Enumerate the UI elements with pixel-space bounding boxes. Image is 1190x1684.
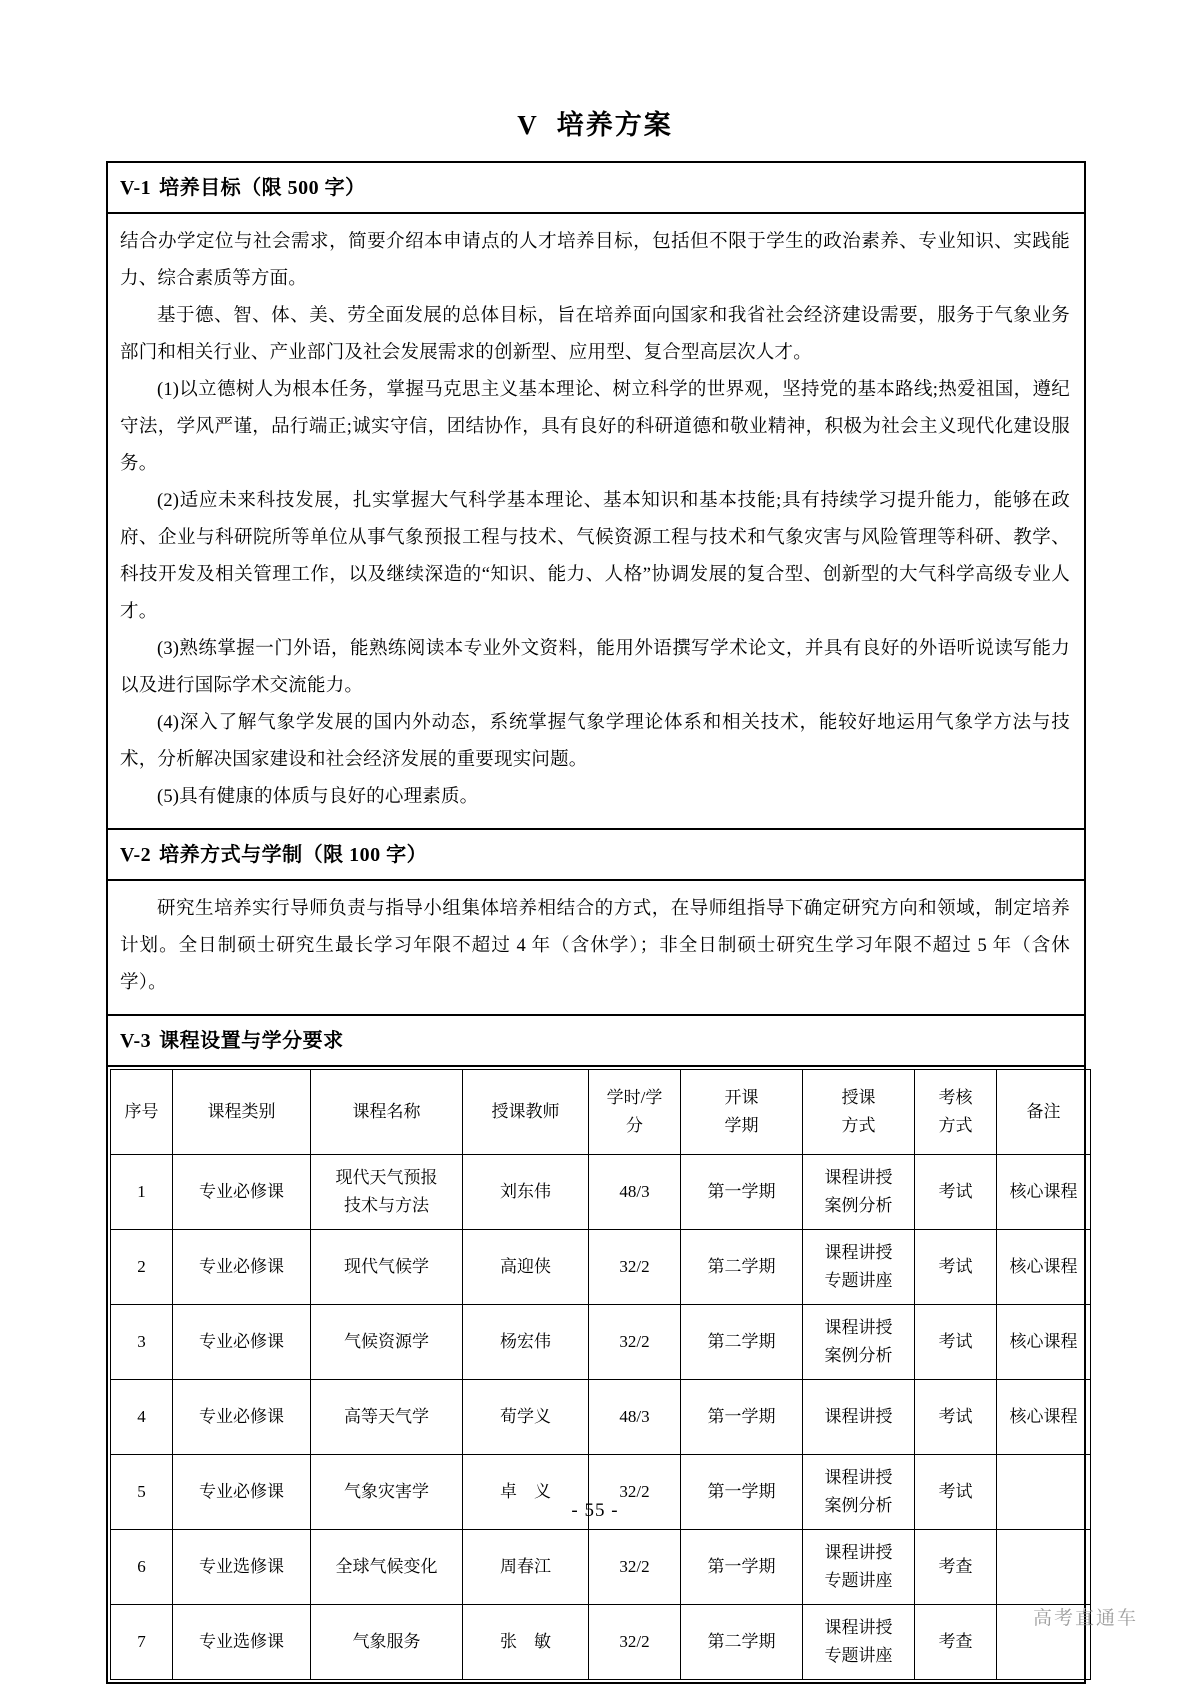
cell-category: 专业必修课 — [173, 1155, 311, 1230]
cell-exam: 考试 — [915, 1455, 997, 1530]
course-table-body — [111, 1155, 1091, 1680]
cell-exam: 考试 — [915, 1230, 997, 1305]
course-table-header-row — [111, 1070, 1091, 1155]
cell-remark: 核心课程 — [997, 1230, 1091, 1305]
cell-idx: 2 — [111, 1230, 173, 1305]
course-table-header-exam — [915, 1070, 997, 1155]
course-table — [110, 1069, 1091, 1680]
cell-idx: 7 — [111, 1605, 173, 1680]
cell-name — [311, 1380, 463, 1455]
cell-exam: 考查 — [915, 1530, 997, 1605]
cell-line: 课程讲授 — [824, 1168, 893, 1187]
section-v3-tag: V-3 — [120, 1030, 152, 1052]
course-table-header-method — [803, 1070, 915, 1155]
page-title-text: 培养方案 — [556, 110, 673, 140]
cell-line: 课程讲授 — [824, 1407, 893, 1426]
cell-teacher: 张 敏 — [463, 1605, 589, 1680]
paragraph: (2)适应未来科技发展，扎实掌握大气科学基本理论、基本知识和基本技能;具有持续学习提升能力，能够在政府、企业与科研院所等单位从事气象预报工程与技术、气候资源工程与技术和气象灾害与风险管理等科研、教学、科技开发及相关管理工作，以及继续深造的“知识、能力、人格”协调发展的复合型、创新型的大气科学高级专业人才。 — [120, 491, 1070, 622]
cell-method — [803, 1605, 915, 1680]
section-v3-title: 课程设置与学分要求 — [159, 1030, 344, 1052]
paragraph: (1)以立德树人为根本任务，掌握马克思主义基本理论、树立科学的世界观，坚持党的基本路线;热爱祖国，遵纪守法，学风严谨，品行端正;诚实守信，团结协作，具有良好的科研道德和敬业精神，积极为社会主义现代化建设服务。 — [120, 380, 1070, 474]
header-label-line: 授课 — [841, 1088, 876, 1107]
course-table-header-remark — [997, 1070, 1091, 1155]
section-v2-heading-band — [108, 830, 1084, 881]
header-label-line: 课程名称 — [352, 1102, 421, 1121]
cell-exam: 考试 — [915, 1155, 997, 1230]
cell-line: 课程讲授 — [824, 1618, 893, 1637]
cell-category: 专业必修课 — [173, 1305, 311, 1380]
cell-remark: 核心课程 — [997, 1305, 1091, 1380]
cell-term: 第一学期 — [681, 1155, 803, 1230]
course-table-header-category — [173, 1070, 311, 1155]
cell-teacher: 卓 义 — [463, 1455, 589, 1530]
header-label-line: 考核 — [938, 1088, 973, 1107]
cell-line: 专题讲座 — [824, 1646, 893, 1665]
cell-method — [803, 1230, 915, 1305]
paragraph: 研究生培养实行导师负责与指导小组集体培养相结合的方式，在导师组指导下确定研究方向和领域，制定培养计划。全日制硕士研究生最长学习年限不超过 4 年（含休学）；非全日制硕士研究生学习年限不超过 5 年（含休学）。 — [120, 899, 1070, 993]
cell-term: 第二学期 — [681, 1605, 803, 1680]
cell-category: 专业选修课 — [173, 1605, 311, 1680]
cell-name — [311, 1305, 463, 1380]
section-v1-title: 培养目标（限 500 字） — [159, 177, 366, 199]
cell-hours: 32/2 — [589, 1605, 681, 1680]
page-number: - 55 - — [571, 1500, 619, 1521]
cell-exam: 考试 — [915, 1305, 997, 1380]
cell-line: 案例分析 — [824, 1196, 893, 1215]
cell-idx: 1 — [111, 1155, 173, 1230]
paragraph: 结合办学定位与社会需求，简要介绍本申请点的人才培养目标，包括但不限于学生的政治素养、专业知识、实践能力、综合素质等方面。 — [120, 232, 1070, 289]
cell-line: 专题讲座 — [824, 1571, 893, 1590]
section-v3-heading-band — [108, 1016, 1084, 1067]
cell-hours: 32/2 — [589, 1305, 681, 1380]
cell-method — [803, 1155, 915, 1230]
table-row — [111, 1530, 1091, 1605]
cell-exam: 考查 — [915, 1605, 997, 1680]
page-title-numeral: V — [517, 110, 539, 140]
cell-term: 第二学期 — [681, 1305, 803, 1380]
cell-idx: 5 — [111, 1455, 173, 1530]
header-label-line: 学期 — [724, 1116, 759, 1135]
paragraph: (3)熟练掌握一门外语，能熟练阅读本专业外文资料，能用外语撰写学术论文，并具有良好的外语听说读写能力以及进行国际学术交流能力。 — [120, 639, 1070, 696]
section-v2-body — [108, 881, 1084, 1014]
table-row — [111, 1155, 1091, 1230]
course-table-header-teacher — [463, 1070, 589, 1155]
course-table-header-term — [681, 1070, 803, 1155]
table-row — [111, 1230, 1091, 1305]
cell-method — [803, 1530, 915, 1605]
table-row — [111, 1605, 1091, 1680]
cell-line: 技术与方法 — [344, 1196, 429, 1215]
cell-name — [311, 1605, 463, 1680]
cell-hours: 32/2 — [589, 1455, 681, 1530]
course-table-band — [108, 1067, 1084, 1682]
cell-line: 课程讲授 — [824, 1468, 893, 1487]
header-label-line: 序号 — [124, 1102, 159, 1121]
section-v1-heading-band — [108, 163, 1084, 214]
cell-term: 第一学期 — [681, 1380, 803, 1455]
cell-teacher: 周春江 — [463, 1530, 589, 1605]
header-label-line: 分 — [626, 1116, 643, 1135]
header-label-line: 学时/学 — [606, 1088, 663, 1107]
cell-line: 气象服务 — [352, 1632, 421, 1651]
form-outer-box — [106, 161, 1086, 1684]
cell-line: 案例分析 — [824, 1346, 893, 1365]
cell-line: 课程讲授 — [824, 1243, 893, 1262]
cell-line: 课程讲授 — [824, 1543, 893, 1562]
header-label-line: 备注 — [1026, 1102, 1061, 1121]
header-label-line: 方式 — [841, 1116, 876, 1135]
cell-line: 全球气候变化 — [335, 1557, 438, 1576]
cell-hours: 32/2 — [589, 1530, 681, 1605]
header-label-line: 开课 — [724, 1088, 759, 1107]
cell-idx: 4 — [111, 1380, 173, 1455]
section-v1-heading — [108, 163, 1084, 212]
cell-line: 课程讲授 — [824, 1318, 893, 1337]
cell-line: 现代气候学 — [344, 1257, 429, 1276]
cell-term: 第二学期 — [681, 1230, 803, 1305]
cell-remark: 核心课程 — [997, 1155, 1091, 1230]
course-table-header-idx — [111, 1070, 173, 1155]
cell-line: 案例分析 — [824, 1496, 893, 1515]
cell-teacher: 刘东伟 — [463, 1155, 589, 1230]
table-row — [111, 1380, 1091, 1455]
course-table-header-name — [311, 1070, 463, 1155]
paragraph: 基于德、智、体、美、劳全面发展的总体目标，旨在培养面向国家和我省社会经济建设需要，服务于气象业务部门和相关行业、产业部门及社会发展需求的创新型、应用型、复合型高层次人才。 — [120, 306, 1070, 363]
cell-category: 专业必修课 — [173, 1455, 311, 1530]
section-v3-heading — [108, 1016, 1084, 1065]
cell-line: 气象灾害学 — [344, 1482, 429, 1501]
paragraph: (5)具有健康的体质与良好的心理素质。 — [157, 787, 479, 807]
cell-remark: 核心课程 — [997, 1380, 1091, 1455]
section-v1-body — [108, 214, 1084, 828]
cell-teacher: 高迎侠 — [463, 1230, 589, 1305]
course-table-header-hours — [589, 1070, 681, 1155]
section-v1-tag: V-1 — [120, 177, 152, 199]
paragraph: (4)深入了解气象学发展的国内外动态，系统掌握气象学理论体系和相关技术，能较好地运用气象学方法与技术，分析解决国家建设和社会经济发展的重要现实问题。 — [120, 713, 1070, 770]
cell-hours: 32/2 — [589, 1230, 681, 1305]
header-label-line: 方式 — [938, 1116, 973, 1135]
section-v2-body-band — [108, 881, 1084, 1016]
cell-teacher: 荀学义 — [463, 1380, 589, 1455]
header-label-line: 课程类别 — [207, 1102, 276, 1121]
cell-teacher: 杨宏伟 — [463, 1305, 589, 1380]
section-v2-tag: V-2 — [120, 844, 152, 866]
cell-name — [311, 1155, 463, 1230]
header-label-line: 授课教师 — [491, 1102, 560, 1121]
cell-term: 第一学期 — [681, 1530, 803, 1605]
cell-line: 高等天气学 — [344, 1407, 429, 1426]
section-v2-heading — [108, 830, 1084, 879]
cell-idx: 3 — [111, 1305, 173, 1380]
cell-category: 专业必修课 — [173, 1380, 311, 1455]
page-title — [0, 0, 1190, 142]
cell-exam: 考试 — [915, 1380, 997, 1455]
cell-hours: 48/3 — [589, 1155, 681, 1230]
watermark: 高考直通车 — [1032, 1607, 1138, 1629]
cell-method — [803, 1380, 915, 1455]
cell-category: 专业选修课 — [173, 1530, 311, 1605]
table-row — [111, 1305, 1091, 1380]
section-v2-title: 培养方式与学制（限 100 字） — [159, 844, 428, 866]
cell-term: 第一学期 — [681, 1455, 803, 1530]
cell-name — [311, 1230, 463, 1305]
cell-remark — [997, 1530, 1091, 1605]
cell-name — [311, 1530, 463, 1605]
section-v1-body-band — [108, 214, 1084, 830]
cell-idx: 6 — [111, 1530, 173, 1605]
cell-line: 气候资源学 — [344, 1332, 429, 1351]
cell-method — [803, 1305, 915, 1380]
cell-line: 现代天气预报 — [335, 1168, 438, 1187]
cell-line: 专题讲座 — [824, 1271, 893, 1290]
cell-category: 专业必修课 — [173, 1230, 311, 1305]
cell-hours: 48/3 — [589, 1380, 681, 1455]
